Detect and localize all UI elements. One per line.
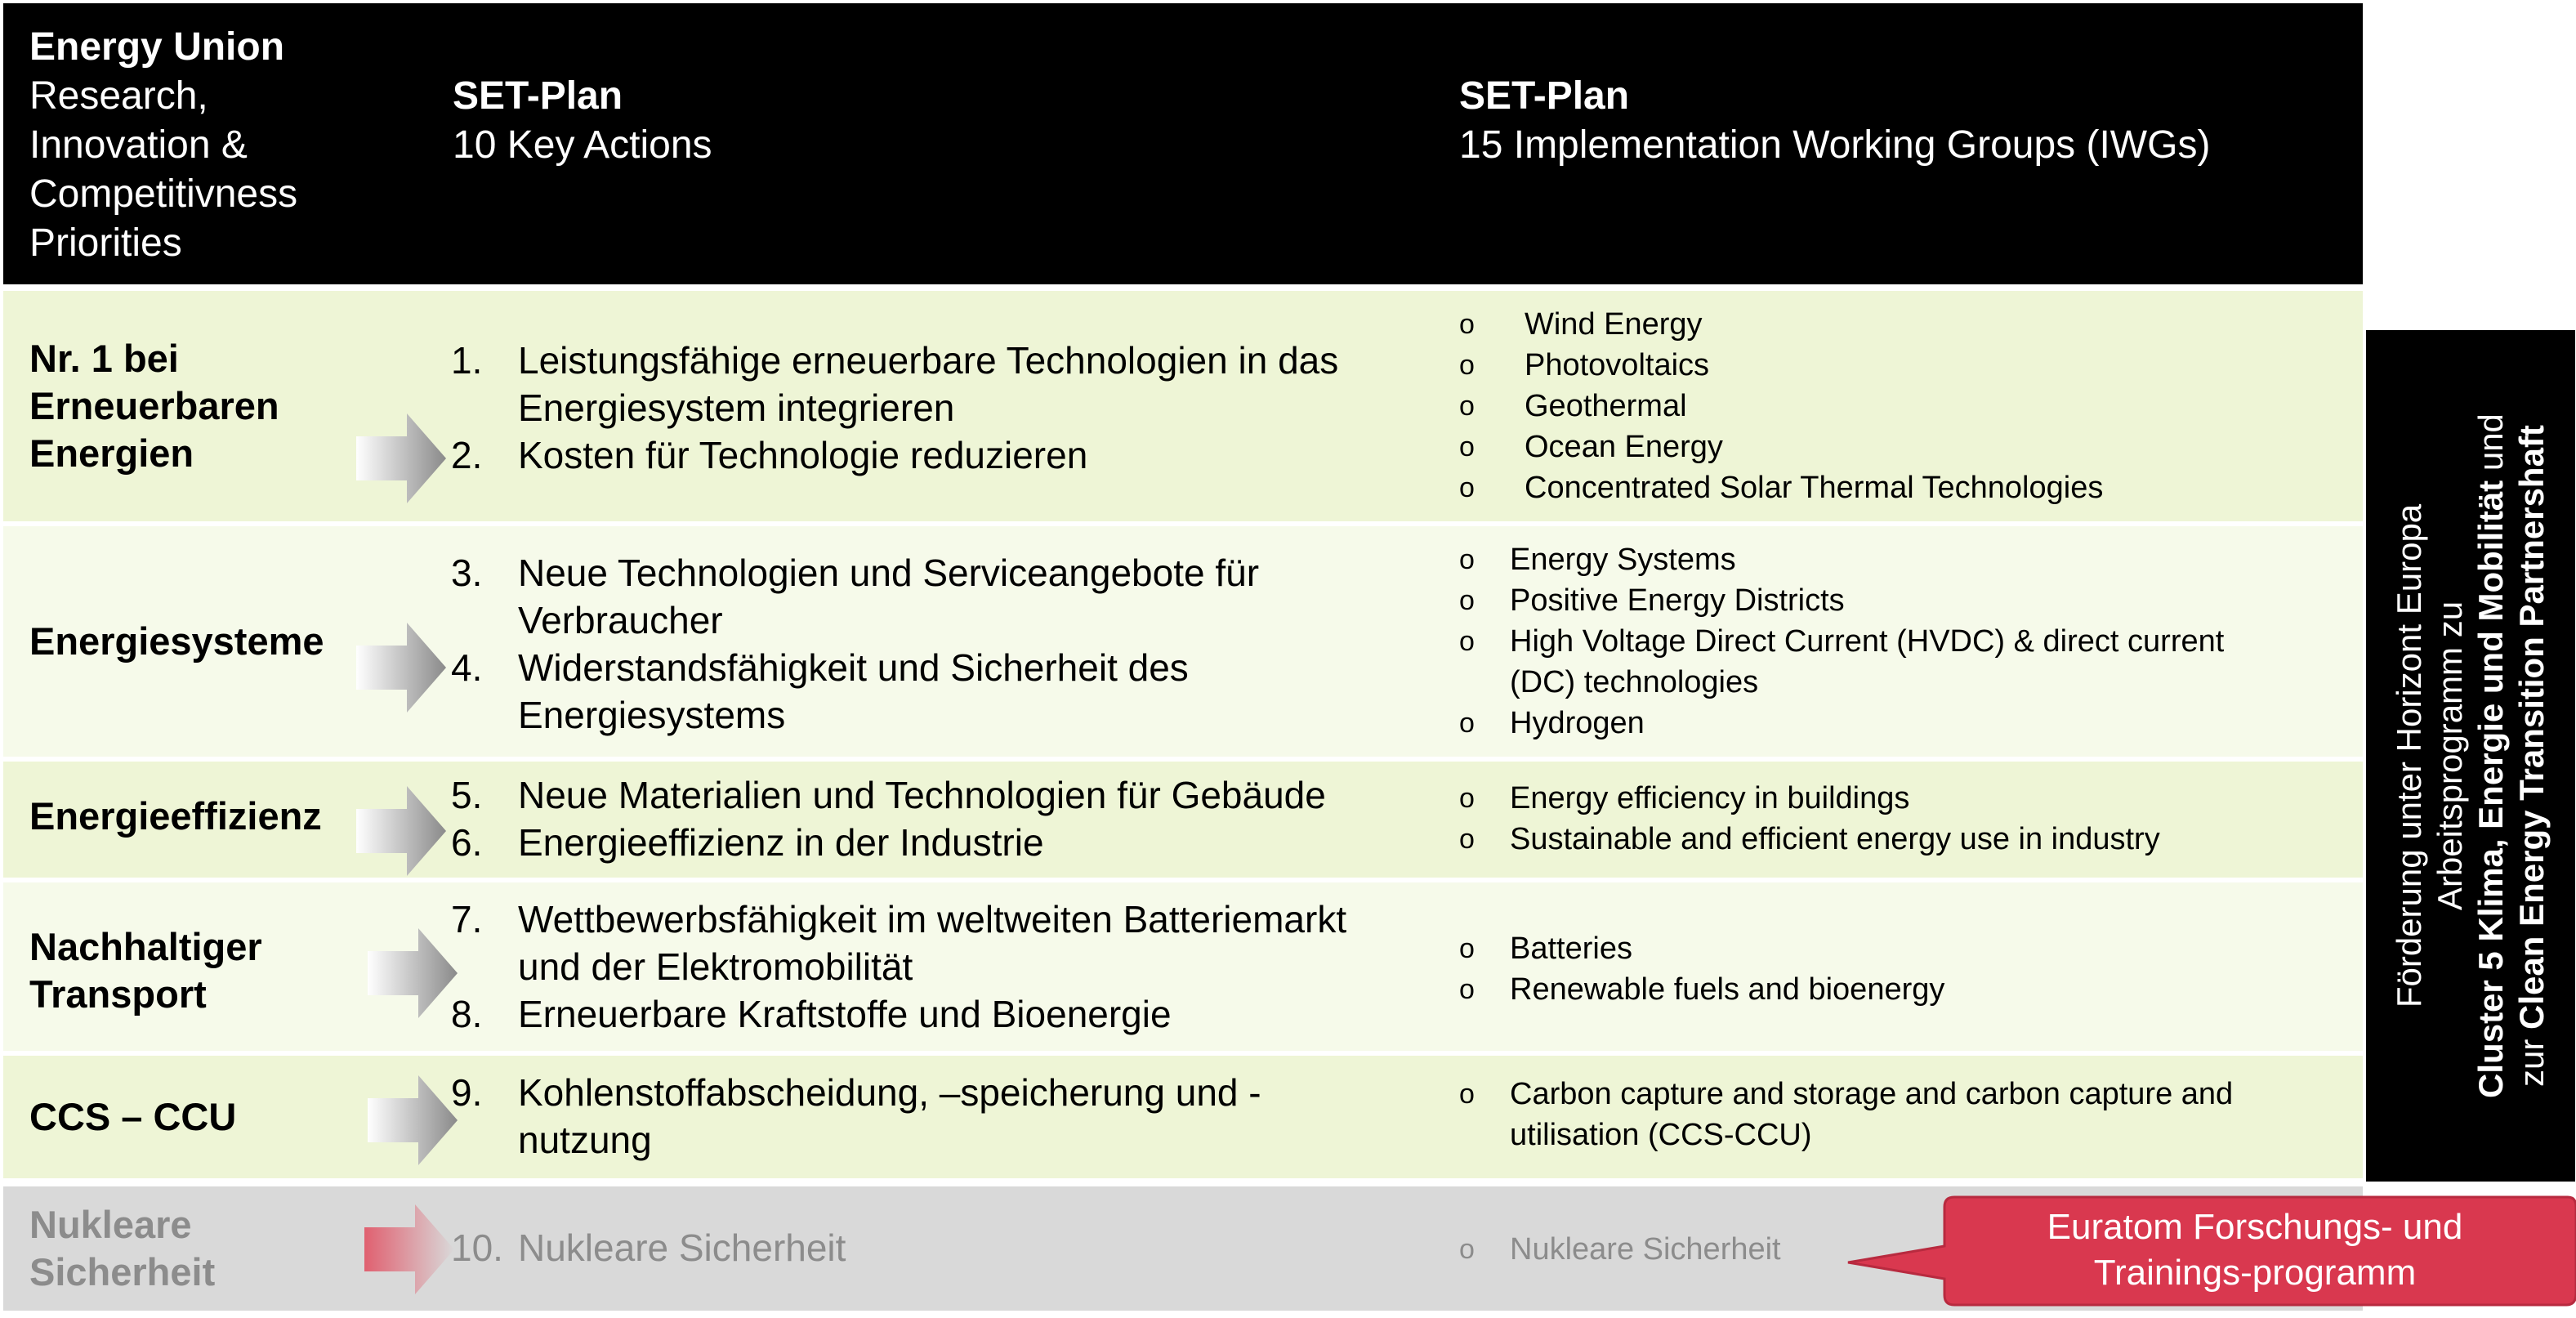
row-label-line: Erneuerbaren bbox=[29, 384, 279, 427]
row-label-line: Nukleare bbox=[29, 1203, 192, 1246]
key-action-line: Energiesystem integrieren bbox=[518, 386, 955, 429]
key-action-number: 7. bbox=[451, 898, 483, 940]
iwg-item bbox=[1459, 427, 2103, 467]
funding-line bbox=[2471, 339, 2511, 1173]
row-label bbox=[29, 335, 279, 477]
key-actions-list bbox=[451, 771, 1431, 866]
key-action-text bbox=[518, 990, 1431, 1038]
iwg-item bbox=[1459, 345, 2103, 386]
iwg-text: Energy Systems bbox=[1510, 543, 1736, 577]
iwg-item bbox=[1459, 386, 2103, 427]
iwg-item bbox=[1459, 304, 2103, 345]
key-action-line: Kosten für Technologie reduzieren bbox=[518, 434, 1088, 476]
key-action-line: nutzung bbox=[518, 1119, 652, 1161]
key-actions-list bbox=[451, 337, 1431, 479]
header-key-actions bbox=[453, 72, 712, 170]
key-action-line: Widerstandsfähigkeit und Sicherheit des bbox=[518, 646, 1189, 689]
key-action bbox=[451, 990, 1431, 1038]
key-actions-list bbox=[451, 549, 1431, 739]
iwg-list bbox=[1459, 928, 1944, 1010]
key-action-text bbox=[518, 337, 1431, 431]
bullet-icon: o bbox=[1459, 783, 1475, 814]
bullet-icon: o bbox=[1459, 626, 1475, 657]
key-action-line: Kohlenstoffabscheidung, –speicherung und - bbox=[518, 1071, 1261, 1114]
header-iwgs-line: 15 Implementation Working Groups (IWGs) bbox=[1459, 123, 2211, 167]
row-label bbox=[29, 1093, 236, 1141]
key-action bbox=[451, 431, 1431, 479]
row-energy-efficiency bbox=[3, 762, 2363, 878]
iwg-text: Concentrated Solar Thermal Technologies bbox=[1525, 471, 2104, 505]
bullet-icon: o bbox=[1459, 585, 1475, 616]
callout-line: Euratom Forschungs- und bbox=[2047, 1207, 2463, 1247]
row-label-line: Energien bbox=[29, 431, 194, 475]
euratom-callout-text bbox=[1944, 1204, 2565, 1296]
key-action bbox=[451, 1224, 1431, 1271]
key-action-number: 8. bbox=[451, 993, 483, 1035]
header-energy-union-line: Innovation & bbox=[29, 123, 248, 167]
iwg-item bbox=[1459, 703, 2224, 744]
bullet-icon: o bbox=[1459, 350, 1475, 381]
iwg-item bbox=[1459, 1229, 1781, 1270]
key-action-number: 9. bbox=[451, 1071, 483, 1114]
key-action-line: Verbraucher bbox=[518, 599, 723, 641]
bullet-icon: o bbox=[1459, 974, 1475, 1005]
bullet-icon: o bbox=[1459, 391, 1475, 422]
key-action-text bbox=[518, 1224, 1431, 1271]
iwg-text: Carbon capture and storage and carbon capture and bbox=[1510, 1077, 2234, 1111]
row-label-line: Transport bbox=[29, 972, 207, 1016]
key-action-line: Nukleare Sicherheit bbox=[518, 1226, 846, 1269]
bullet-icon: o bbox=[1459, 1234, 1475, 1265]
header-energy-union bbox=[29, 23, 297, 268]
funding-line bbox=[2511, 339, 2552, 1173]
header-energy-union-line: Research, bbox=[29, 74, 208, 118]
iwg-text: Ocean Energy bbox=[1525, 430, 1723, 464]
key-action-number: 3. bbox=[451, 552, 483, 594]
funding-line-pre: zur bbox=[2512, 1029, 2551, 1087]
funding-line: Arbeitsprogramm zu bbox=[2431, 601, 2469, 911]
iwg-text: Positive Energy Districts bbox=[1510, 583, 1845, 618]
iwg-list bbox=[1459, 1074, 2233, 1155]
row-ccs-ccu bbox=[3, 1056, 2363, 1178]
funding-cluster-bold: Cluster 5 Klima, Energie und Mobilität bbox=[2471, 480, 2510, 1098]
iwg-item bbox=[1459, 928, 1944, 969]
iwg-list bbox=[1459, 1229, 1781, 1270]
iwg-item bbox=[1459, 539, 2224, 580]
key-action-text bbox=[518, 431, 1431, 479]
iwg-text: Sustainable and efficient energy use in industry bbox=[1510, 822, 2160, 856]
key-action-number: 1. bbox=[451, 339, 483, 382]
bullet-icon: o bbox=[1459, 933, 1475, 964]
header-key-actions-line: 10 Key Actions bbox=[453, 123, 712, 167]
funding-partnership-bold: Clean Energy Transition Partnershaft bbox=[2512, 425, 2551, 1030]
key-action-number: 4. bbox=[451, 646, 483, 689]
key-action-number: 2. bbox=[451, 434, 483, 476]
callout-line: Trainings-programm bbox=[2093, 1253, 2417, 1293]
bullet-icon: o bbox=[1459, 1079, 1475, 1110]
key-action bbox=[451, 337, 1431, 431]
header-energy-union-title: Energy Union bbox=[29, 25, 285, 69]
arrow-right-icon bbox=[356, 413, 446, 503]
key-action-text bbox=[518, 549, 1431, 644]
key-actions-list bbox=[451, 1069, 1431, 1164]
header-key-actions-title: SET-Plan bbox=[453, 74, 623, 118]
row-label bbox=[29, 618, 324, 665]
funding-side-box bbox=[2366, 330, 2575, 1182]
key-actions-list bbox=[451, 1224, 1431, 1271]
key-action-line: und der Elektromobilität bbox=[518, 945, 913, 988]
iwg-text: utilisation (CCS-CCU) bbox=[1510, 1118, 1812, 1152]
funding-line: Förderung unter Horizont Europa bbox=[2390, 503, 2428, 1008]
iwg-item bbox=[1459, 969, 1944, 1010]
iwg-item bbox=[1459, 819, 2160, 860]
row-label bbox=[29, 1201, 215, 1296]
iwg-text: Hydrogen bbox=[1510, 706, 1645, 740]
row-label-line: Energieeffizienz bbox=[29, 794, 322, 838]
row-label-line: Nachhaltiger bbox=[29, 925, 262, 968]
bullet-icon: o bbox=[1459, 472, 1475, 503]
row-renewables bbox=[3, 291, 2363, 521]
key-action-text bbox=[518, 771, 1431, 819]
bullet-icon: o bbox=[1459, 708, 1475, 739]
key-action-text bbox=[518, 644, 1431, 739]
header-band bbox=[3, 3, 2363, 284]
key-action bbox=[451, 644, 1431, 739]
header-iwgs-title: SET-Plan bbox=[1459, 74, 1630, 118]
header-energy-union-line: Competitivness bbox=[29, 172, 298, 216]
iwg-text: Batteries bbox=[1510, 932, 1632, 966]
key-action-text bbox=[518, 896, 1431, 990]
bullet-icon: o bbox=[1459, 824, 1475, 855]
row-label-line: Sicherheit bbox=[29, 1250, 216, 1293]
key-action-number: 10. bbox=[451, 1226, 503, 1269]
iwg-text: Wind Energy bbox=[1525, 307, 1703, 342]
iwg-item bbox=[1459, 1074, 2233, 1155]
key-action-text bbox=[518, 819, 1431, 866]
key-action-line: Leistungsfähige erneuerbare Technologien in das bbox=[518, 339, 1339, 382]
key-action-line: Energiesystems bbox=[518, 694, 786, 736]
key-action bbox=[451, 549, 1431, 644]
iwg-item bbox=[1459, 580, 2224, 621]
iwg-item bbox=[1459, 467, 2103, 508]
key-actions-list bbox=[451, 896, 1431, 1038]
iwg-text: Geothermal bbox=[1525, 389, 1687, 423]
iwg-text: Energy efficiency in buildings bbox=[1510, 781, 1910, 815]
iwg-list bbox=[1459, 778, 2160, 860]
iwg-text: High Voltage Direct Current (HVDC) & direct current bbox=[1510, 624, 2225, 659]
key-action bbox=[451, 771, 1431, 819]
row-label bbox=[29, 923, 262, 1018]
iwg-text: Nukleare Sicherheit bbox=[1510, 1232, 1781, 1267]
key-action-text bbox=[518, 1069, 1431, 1164]
iwg-text: Renewable fuels and bioenergy bbox=[1510, 972, 1945, 1007]
arrow-right-icon bbox=[368, 1075, 458, 1165]
key-action-line: Erneuerbare Kraftstoffe und Bioenergie bbox=[518, 993, 1172, 1035]
iwg-list bbox=[1459, 539, 2224, 744]
iwg-list bbox=[1459, 304, 2103, 508]
key-action-line: Energieeffizienz in der Industrie bbox=[518, 821, 1044, 864]
bullet-icon: o bbox=[1459, 309, 1475, 340]
row-label bbox=[29, 793, 322, 840]
arrow-right-icon bbox=[368, 928, 458, 1018]
row-energy-systems bbox=[3, 526, 2363, 757]
key-action bbox=[451, 1069, 1431, 1164]
iwg-text: Photovoltaics bbox=[1525, 348, 1710, 382]
key-action-number: 5. bbox=[451, 774, 483, 816]
key-action-number: 6. bbox=[451, 821, 483, 864]
iwg-item bbox=[1459, 778, 2160, 819]
row-label-line: Energiesysteme bbox=[29, 619, 324, 663]
key-action-line: Wettbewerbsfähigkeit im weltweiten Batteriemarkt bbox=[518, 898, 1347, 940]
arrow-right-icon bbox=[356, 786, 446, 876]
iwg-text: (DC) technologies bbox=[1510, 665, 1759, 699]
bullet-icon: o bbox=[1459, 431, 1475, 462]
key-action-line: Neue Technologien und Serviceangebote für bbox=[518, 552, 1260, 594]
funding-line-rest: und bbox=[2471, 413, 2510, 480]
funding-side-text bbox=[2389, 339, 2552, 1173]
header-energy-union-line: Priorities bbox=[29, 221, 182, 265]
row-sustainable-transport bbox=[3, 882, 2363, 1051]
key-action-line: Neue Materialien und Technologien für Gebäude bbox=[518, 774, 1326, 816]
bullet-icon: o bbox=[1459, 544, 1475, 575]
row-label-line: CCS – CCU bbox=[29, 1095, 237, 1138]
row-label-line: Nr. 1 bei bbox=[29, 337, 179, 380]
key-action bbox=[451, 819, 1431, 866]
key-action bbox=[451, 896, 1431, 990]
header-iwgs bbox=[1459, 72, 2210, 170]
arrow-right-icon bbox=[356, 623, 446, 713]
arrow-right-icon bbox=[364, 1204, 454, 1294]
iwg-item bbox=[1459, 621, 2224, 703]
